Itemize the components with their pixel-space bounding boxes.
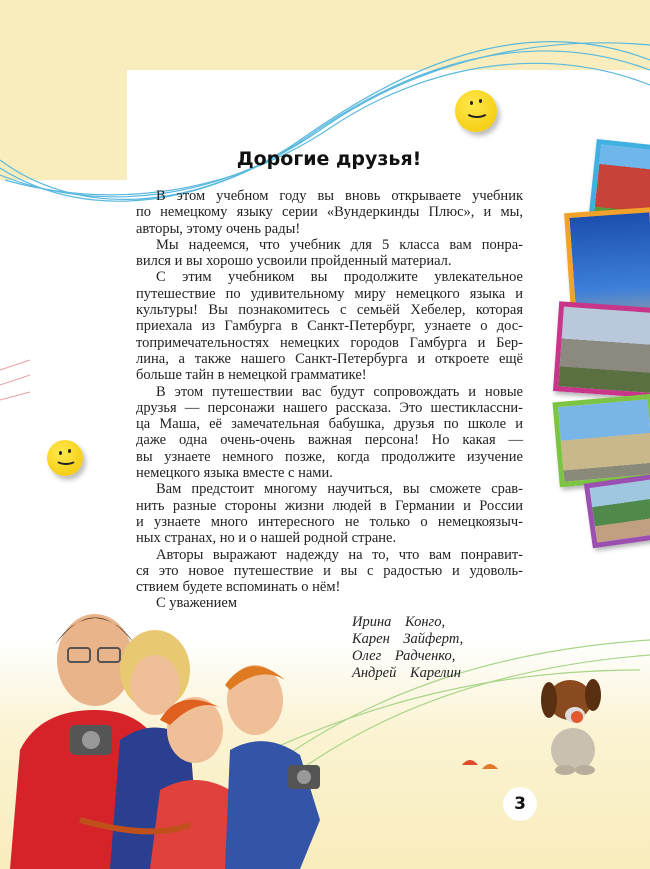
author-name: Андрей Карелин	[352, 664, 461, 681]
author-name: Карен Зайферт,	[352, 630, 464, 647]
text-line: С уважением	[156, 595, 238, 612]
text-line: вы узнаете немного позже, когда продолжите изучение	[136, 448, 523, 465]
author-name: Ирина Конго,	[352, 613, 446, 630]
text-line: друзья — персонажи нашего рассказа. Это шестиклассни-	[136, 399, 523, 416]
paragraph	[136, 547, 523, 596]
text-line: лина, а также нашего Санкт-Петербурга и откроете ещё	[136, 350, 523, 367]
text-line: Вам предстоит многому научиться, вы сможете срав-	[156, 481, 523, 498]
text-line: немецкого языка вместе с нами.	[136, 465, 333, 482]
text-line: по немецкому языку серии «Вундеркинды Плюс», и мы,	[136, 204, 523, 221]
text-line: вился и вы хорошо усвоили пройденный материал.	[136, 253, 452, 270]
text-line: ца Маша, её замечательная бабушка, друзья по школе и	[136, 416, 523, 433]
text-line: нить разные стороны жизни людей в Германии и России	[136, 497, 523, 514]
photo-street-cafe	[584, 473, 650, 549]
text-line: приехала из Гамбурга в Санкт-Петербург, узнаете о дос-	[136, 318, 523, 335]
photo-hamburg-panorama	[553, 301, 650, 398]
authors-signature	[352, 614, 523, 682]
text-line: авторы, этому очень рады!	[136, 220, 301, 237]
text-line: В этом учебном году вы вновь открываете учебник	[156, 188, 523, 204]
smiley-icon	[455, 90, 497, 132]
paragraph	[136, 481, 523, 546]
page-title: Дорогие друзья!	[236, 148, 422, 170]
dog-illustration	[535, 665, 615, 775]
text-line: Авторы выражают надежду на то, что вам понравит-	[156, 546, 523, 563]
page-number: 3	[503, 787, 537, 821]
smiley-icon	[47, 440, 83, 476]
family-illustration	[0, 590, 360, 869]
text-line: В этом путешествии вас будут сопровождать и новые	[156, 383, 523, 400]
paragraph	[136, 188, 523, 237]
text-line: топримечательностях немецких городов Гамбурга и Бер-	[136, 334, 523, 351]
text-line: ных странах, но и о нашей родной стране.	[136, 530, 397, 547]
text-line: культуры! Вы познакомитесь с семьёй Хебелер, которая	[136, 302, 523, 319]
text-line: даже одна очень-очень важная персона! Но какая —	[136, 432, 523, 449]
text-line: ся это новое путешествие и вы с радостью и удоволь-	[136, 562, 523, 579]
text-line: ствием будете вспоминать о нём!	[136, 579, 341, 596]
paragraph	[136, 237, 523, 270]
author-name: Олег Радченко,	[352, 647, 456, 664]
fruit-slices-icon	[460, 755, 500, 775]
text-line: и узнаете много интересного не только о немецкоязыч-	[136, 513, 523, 530]
paragraph	[136, 269, 523, 383]
text-line: путешествие по удивительному миру немецкого языка и	[136, 285, 523, 302]
text-line: С этим учебником вы продолжите увлекательное	[156, 269, 523, 286]
text-line: Мы надеемся, что учебник для 5 класса вам понра-	[156, 236, 523, 253]
photo-st-isaac-cathedral	[552, 394, 650, 487]
paragraph	[136, 384, 523, 482]
text-line: больше тайн в немецкой грамматике!	[136, 367, 367, 384]
